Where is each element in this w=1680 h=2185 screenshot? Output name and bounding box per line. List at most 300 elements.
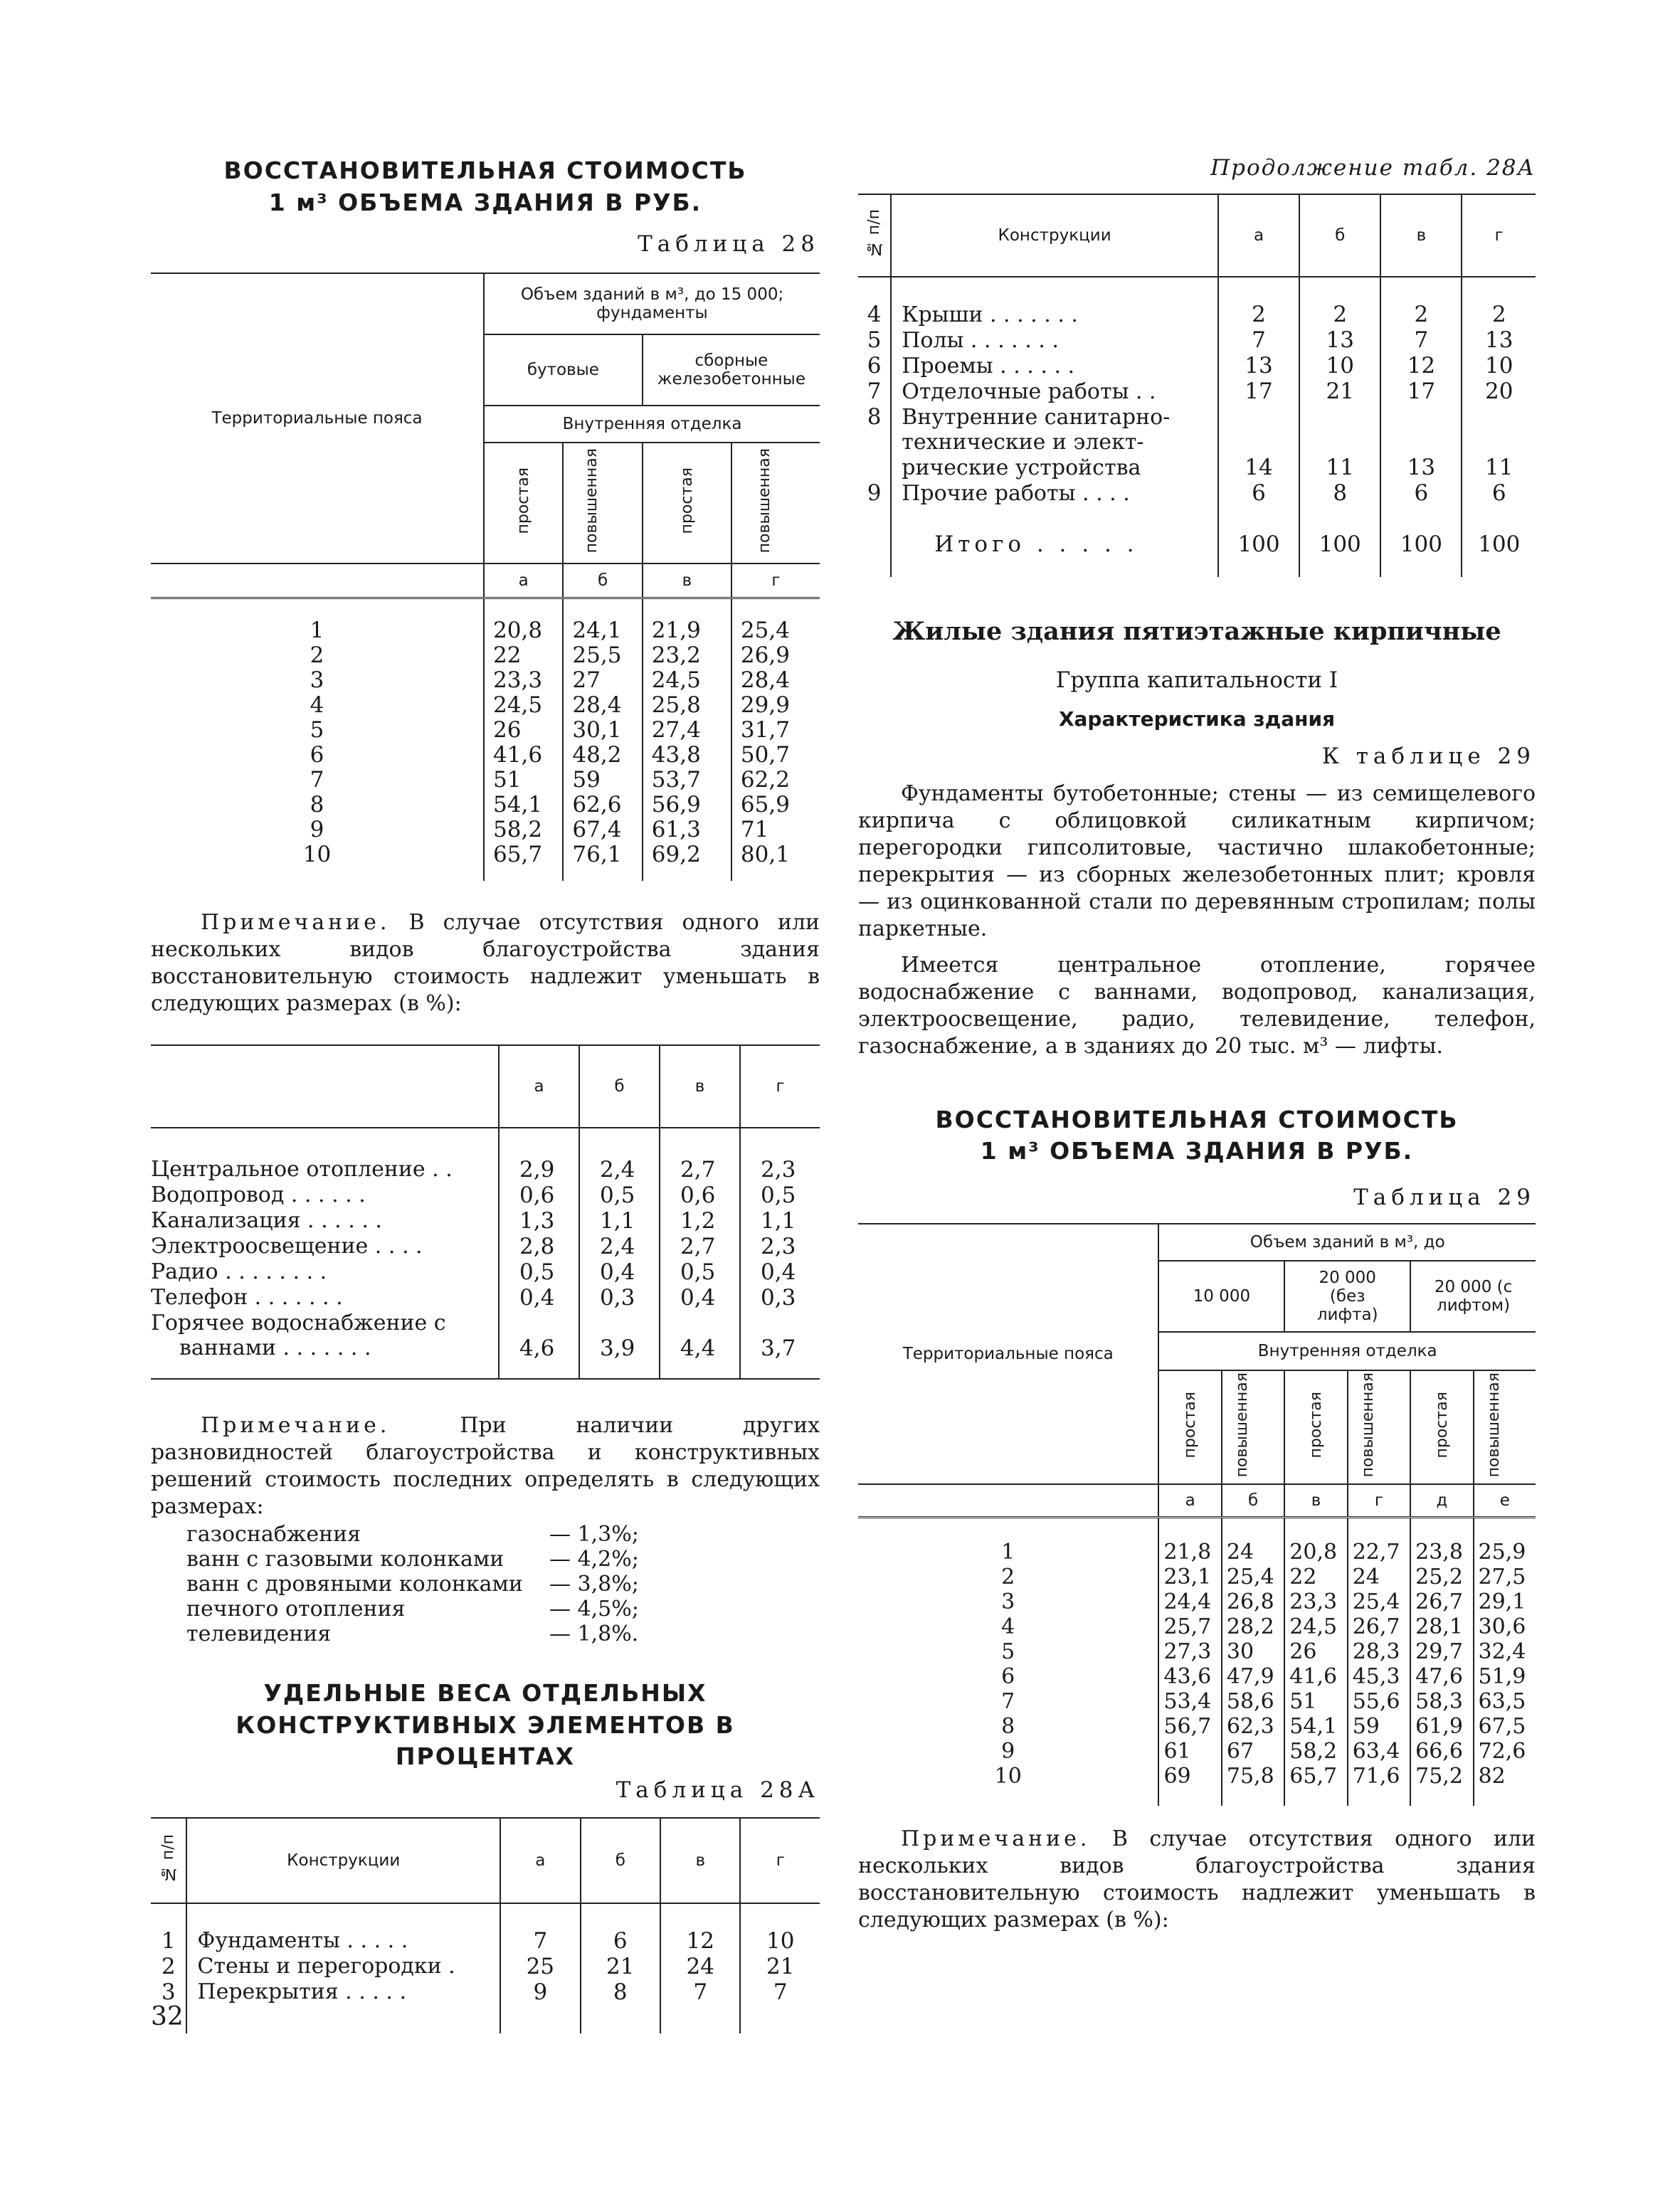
t28-zone-col-cell: 2 — [310, 642, 324, 668]
reduction-cell-v: 1,2 — [660, 1208, 740, 1234]
red-letter-b: б — [579, 1045, 660, 1128]
t28-col_a-cell: 26 — [493, 716, 522, 743]
t28-col_a-cell: 24,5 — [493, 692, 543, 718]
t28a-cell-b: 2 — [1299, 277, 1380, 327]
reduction-cell-a: 2,8 — [499, 1234, 579, 1259]
reduction-cell-v — [660, 1311, 740, 1335]
t28-col_b-cell: 62,6 — [572, 791, 622, 818]
t28a-row-name: Внутренние санитарно- — [891, 404, 1218, 430]
t29-col_g-cell: 24 — [1352, 1564, 1380, 1589]
t28-col_v-cell: 56,9 — [651, 791, 701, 818]
reduction-cell-v: 2,7 — [660, 1234, 740, 1259]
t28-body — [151, 598, 820, 881]
reduction-cell-g: 1,1 — [740, 1208, 820, 1234]
t28a-row-no: 4 — [867, 302, 882, 327]
t29-col_e-cell: 29,1 — [1478, 1589, 1526, 1614]
t29-g2: 20 000 (без лифта) — [1284, 1261, 1410, 1332]
note2-list — [151, 1522, 820, 1646]
t29-col_v-cell: 41,6 — [1289, 1663, 1338, 1689]
t28-zone-col-cell: 3 — [310, 667, 324, 693]
t28a-spacer — [1380, 506, 1462, 531]
note2-item-value: — 4,2%; — [549, 1547, 639, 1572]
t28a-cell-b: 8 — [1299, 480, 1380, 506]
t29-col_g-cell: 45,3 — [1352, 1663, 1400, 1689]
t28a-cell-a: 14 — [1218, 455, 1299, 480]
note3-text: В случае отсутствия одного или нескольких видов благоустройства здания восстановительную стоимость надлежит уменьшать в следующих размерах (в %): — [858, 1826, 1536, 1932]
t28a-cell-g: 6 — [1462, 480, 1536, 506]
t28-col_b-cell: 28,4 — [572, 692, 622, 718]
t28a-cell-b: 21 — [1299, 379, 1380, 404]
t28a-cell-v: 24 — [660, 1954, 740, 1979]
t28a-cell-b: 6 — [581, 1903, 660, 1954]
t28-col_a-cell: 54,1 — [493, 791, 543, 818]
t28a-cell-g: 10 — [1462, 353, 1536, 379]
t28a-cell-g: 20 — [1462, 379, 1536, 404]
reduction-cell-b: 0,3 — [579, 1285, 660, 1311]
t28a-r-letter-g: г — [1462, 194, 1536, 277]
reduction-row — [151, 1208, 820, 1234]
reduction-cell-b: 0,5 — [579, 1183, 660, 1208]
t28a-cell-g: 13 — [1462, 327, 1536, 353]
note2-item-value: — 4,5%; — [549, 1597, 639, 1622]
t28a-cell-g — [1462, 430, 1536, 455]
t28a-cell-b: 21 — [581, 1954, 660, 1979]
t28a-spacer — [740, 2005, 820, 2033]
t28-zone-col-cell: 10 — [302, 841, 332, 867]
reduction-cell-a: 0,4 — [499, 1285, 579, 1311]
t28a-letter-g: г — [740, 1818, 820, 1903]
building-p1: Фундаменты бутобетонные; стены — из семищелевого кирпича с облицовкой силикатным кирпичом; перегородки гипсолитовые, частично шлакобетонные; перекрытия — из сборных железобетонных плит; кровля — из оцинкованной стали по деревянным стропилам; полы паркетные. — [858, 781, 1536, 942]
t29-col_a-cell: 56,7 — [1163, 1713, 1212, 1739]
reduction-row-name: Радио . . . . . . . . — [151, 1259, 327, 1285]
t29-col_e-cell: 27,5 — [1478, 1564, 1526, 1589]
t29-zone-col-cell: 7 — [1001, 1688, 1015, 1714]
t29-col_e-cell: 32,4 — [1478, 1639, 1526, 1664]
reduction-table — [151, 1044, 820, 1380]
t29-col_e-cell: 25,9 — [1478, 1539, 1526, 1565]
t29-col_v-cell: 26 — [1289, 1639, 1317, 1664]
t29-zone-col-cell: 3 — [1001, 1589, 1015, 1614]
t29-col_e — [1474, 1517, 1536, 1806]
t28-col_a-cell: 23,3 — [493, 667, 543, 693]
t29-zone-col-cell: 6 — [1001, 1663, 1015, 1689]
t28a-heading-line1: УДЕЛЬНЫЕ ВЕСА ОТДЕЛЬНЫХ — [263, 1679, 707, 1708]
t29-col_g-cell: 71,6 — [1352, 1763, 1400, 1789]
t28a-cell-a: 25 — [500, 1954, 580, 1979]
note2-text: При наличии других разновидностей благоустройства и конструктивных решений стоимость последних определять в следующих размерах: — [151, 1412, 820, 1520]
note2-item-name: ванн с газовыми колонками — [186, 1547, 504, 1572]
t28a-cell-b: 10 — [1299, 353, 1380, 379]
reduction-row-name: ваннами . . . . . . . — [151, 1335, 499, 1379]
t28-col_a-cell: 41,6 — [493, 741, 543, 768]
t28-col_g-cell: 25,4 — [740, 617, 790, 643]
t28a-cell-a — [1218, 430, 1299, 455]
t29-col_v-cell: 58,2 — [1289, 1738, 1338, 1764]
note2 — [151, 1412, 820, 1520]
t28a-cell-a: 7 — [500, 1903, 580, 1954]
t28a-cell-v — [1380, 430, 1462, 455]
t28a-cell-v — [1380, 404, 1462, 430]
t28a-row-no: 8 — [867, 404, 882, 430]
reduction-row-name: Горячее водоснабжение с — [151, 1310, 446, 1335]
t29-col_a-cell: 23,1 — [1163, 1564, 1212, 1589]
reduction-cell-a: 0,5 — [499, 1259, 579, 1285]
t28a-row — [858, 404, 1536, 430]
t29-col_d-cell: 75,2 — [1415, 1763, 1463, 1789]
t28a-spacer — [1218, 506, 1299, 531]
t28a-cell-g: 21 — [740, 1954, 820, 1979]
note1-label: Примечание. — [201, 909, 391, 935]
t28a-cell-a: 2 — [1218, 277, 1299, 327]
t28a-cell-b — [1299, 430, 1380, 455]
t29-col_b-cell: 58,6 — [1226, 1688, 1274, 1714]
t28-col_g-cell: 28,4 — [740, 667, 790, 693]
note1-text: В случае отсутствия одного или нескольких видов благоустройства здания восстановительную стоимость надлежит уменьшать в следующих размерах (в %): — [151, 909, 820, 1016]
t28-letter-g: г — [731, 564, 820, 598]
t28a-cell-g: 7 — [740, 1979, 820, 2005]
t28-col_a-cell: 58,2 — [493, 816, 543, 842]
t28a-row-name: рические устройства — [891, 455, 1218, 480]
t28-sub-b: повышенная — [583, 448, 601, 554]
t28-col_v-cell: 69,2 — [651, 841, 701, 867]
left-column — [151, 155, 820, 2033]
t28-col_v-cell: 43,8 — [651, 741, 701, 768]
note2-item — [151, 1621, 820, 1646]
t28a-cell-b: 13 — [1299, 327, 1380, 353]
t28-letter-a: а — [484, 564, 563, 598]
t29-col_g-cell: 25,4 — [1352, 1589, 1400, 1614]
t28a-row — [858, 480, 1536, 506]
t28-col_b-cell: 27 — [572, 667, 601, 693]
t28-label: Таблица 28 — [638, 231, 820, 258]
reduction-cell-v: 2,7 — [660, 1128, 740, 1183]
t28a-heading — [151, 1678, 820, 1773]
building-p2: Имеется центральное отопление, горячее водоснабжение с ваннами, водопровод, канализация, электроосвещение, радио, телевидение, телефон, газоснабжение, а в зданиях до 20 тыс. м³ — лифты. — [858, 952, 1536, 1059]
t28a-spacer — [1462, 506, 1536, 531]
t28-col_g-cell: 80,1 — [740, 841, 790, 867]
t29-g3: 20 000 (с лифтом) — [1410, 1261, 1536, 1332]
t28a-r-letter-b: б — [1299, 194, 1380, 277]
t29-finish-header: Внутренняя отделка — [1158, 1332, 1536, 1370]
t28a-row-no: 9 — [867, 480, 882, 506]
t28-group-precast: сборные железобетонные — [643, 334, 820, 406]
t29-heading — [858, 1104, 1536, 1168]
t29-col_d-cell: 26,7 — [1415, 1589, 1463, 1614]
t29-col_d-cell: 23,8 — [1415, 1539, 1463, 1565]
t28a-row-no: 5 — [867, 327, 882, 353]
t29-col_e-cell: 67,5 — [1478, 1713, 1526, 1739]
note1 — [151, 909, 820, 1017]
t28-col_v — [643, 598, 731, 881]
t29-col_e-cell: 30,6 — [1478, 1614, 1526, 1639]
t28a-right-body — [858, 277, 1536, 577]
t28a-row-name: Проемы . . . . . . — [891, 353, 1218, 379]
reduction-cell-a: 2,9 — [499, 1128, 579, 1183]
t28a-letter-b: б — [581, 1818, 660, 1903]
note2-item — [151, 1572, 820, 1597]
t28a-row-name: Отделочные работы . . — [891, 379, 1218, 404]
t28-finish-header: Внутренняя отделка — [484, 406, 820, 443]
t29-col_g — [1348, 1517, 1410, 1806]
t28-col_v-cell: 23,2 — [651, 642, 701, 668]
reduction-cell-v: 0,6 — [660, 1183, 740, 1208]
t28-col_v-cell: 53,7 — [651, 766, 701, 793]
t28a-continuation: Продолжение табл. 28А — [1210, 155, 1536, 181]
t29-col_d-cell: 28,1 — [1415, 1614, 1463, 1639]
red-letter-g: г — [740, 1045, 820, 1128]
table-28 — [151, 273, 820, 881]
reduction-cell-g: 3,7 — [740, 1335, 820, 1379]
t28a-left-body — [151, 1903, 820, 2033]
t28-heading-line1: ВОССТАНОВИТЕЛЬНАЯ СТОИМОСТЬ — [223, 157, 747, 184]
t28a-row-name: Фундаменты . . . . . — [186, 1903, 500, 1954]
t29-letter: б — [1222, 1484, 1284, 1517]
t29-sub-g: повышенная — [1358, 1372, 1377, 1478]
t29-col_g-cell: 22,7 — [1352, 1539, 1400, 1565]
note2-item-value: — 1,3%; — [549, 1522, 639, 1548]
reduction-row-name: Канализация . . . . . . — [151, 1208, 382, 1234]
t28a-cell-a — [1218, 404, 1299, 430]
t28a-letter-v: в — [660, 1818, 740, 1903]
t28a-cell-v: 13 — [1380, 455, 1462, 480]
t28a-r-letter-a: а — [1218, 194, 1299, 277]
table-28a-left — [151, 1817, 820, 2033]
t28-col_g-cell: 29,9 — [740, 692, 790, 718]
t28-col_a-cell: 51 — [493, 766, 522, 793]
t29-zone-col — [858, 1517, 1158, 1806]
t28a-row — [858, 379, 1536, 404]
t29-zone-col-cell: 8 — [1001, 1713, 1015, 1739]
t28a-row-name: Прочие работы . . . . — [891, 480, 1218, 506]
t29-col_a-cell: 27,3 — [1163, 1639, 1212, 1664]
t28a-row-name: технические и элект- — [891, 430, 1218, 455]
reduction-cell-b: 3,9 — [579, 1335, 660, 1379]
t28a-row-no — [858, 430, 891, 455]
t29-col_v-cell: 51 — [1289, 1688, 1317, 1714]
t28a-row-no — [858, 455, 891, 480]
t28a-spacer — [186, 2005, 500, 2033]
t28-col_v-cell: 25,8 — [651, 692, 701, 718]
t28a-spacer — [858, 506, 891, 531]
t29-col_v-cell: 65,7 — [1289, 1763, 1338, 1789]
t28a-r-no-header: № п/п — [865, 208, 884, 258]
t29-col_a-cell: 25,7 — [1163, 1614, 1212, 1639]
t28-group-rubble: бутовые — [484, 334, 643, 406]
t28-heading-line2: 1 м³ ОБЪЕМА ЗДАНИЯ В РУБ. — [268, 188, 702, 216]
t28a-cell-v: 12 — [660, 1903, 740, 1954]
t28a-row-name: Крыши . . . . . . . — [891, 277, 1218, 327]
reduction-cell-g — [740, 1311, 820, 1335]
reduction-cell-g: 0,3 — [740, 1285, 820, 1311]
t29-letter: д — [1410, 1484, 1473, 1517]
note2-item-name: печного отопления — [186, 1597, 406, 1622]
t29-col_d — [1410, 1517, 1473, 1806]
t29-col_a — [1158, 1517, 1221, 1806]
t28a-row-no: 7 — [867, 379, 882, 404]
reduction-row-name: Центральное отопление . . — [151, 1157, 453, 1183]
note2-item-value: — 1,8%. — [549, 1621, 639, 1647]
t28a-row — [151, 1903, 820, 1954]
t29-col_b-cell: 47,9 — [1226, 1663, 1274, 1689]
reduction-row-name: Телефон . . . . . . . — [151, 1285, 343, 1311]
t28-col_b — [563, 598, 642, 881]
t28a-cell-b: 11 — [1299, 455, 1380, 480]
t28-col_g — [731, 598, 820, 881]
t29-col_v-cell: 22 — [1289, 1564, 1317, 1589]
reduction-cell-b: 2,4 — [579, 1234, 660, 1259]
right-column — [858, 155, 1536, 1934]
t29-sub-e: повышенная — [1484, 1372, 1503, 1478]
note3 — [858, 1826, 1536, 1934]
t29-letter: г — [1348, 1484, 1410, 1517]
reduction-row-name: Водопровод . . . . . . — [151, 1183, 366, 1208]
t28a-cell-v: 7 — [1380, 327, 1462, 353]
t29-col_a-cell: 24,4 — [1163, 1589, 1212, 1614]
red-letter-a: а — [499, 1045, 579, 1128]
note2-label: Примечание. — [201, 1412, 391, 1438]
t29-col_b-cell: 25,4 — [1226, 1564, 1274, 1589]
reduction-cell-a: 1,3 — [499, 1208, 579, 1234]
t28a-spacer — [1299, 506, 1380, 531]
t28-zone-col-cell: 7 — [310, 766, 324, 793]
reduction-cell-b: 2,4 — [579, 1128, 660, 1183]
t28-heading — [151, 155, 820, 218]
note2-item-value: — 3,8%; — [549, 1572, 639, 1597]
t28a-cell-b: 8 — [581, 1979, 660, 2005]
t29-col_b-cell: 75,8 — [1226, 1763, 1274, 1789]
t28-col_v-cell: 61,3 — [651, 816, 701, 842]
t29-col_v-cell: 23,3 — [1289, 1589, 1338, 1614]
t29-col_d-cell: 25,2 — [1415, 1564, 1463, 1589]
t28-col_v-cell: 24,5 — [651, 667, 701, 693]
t29-zone-col-cell: 2 — [1001, 1564, 1015, 1589]
t29-volume-header: Объем зданий в м³, до — [1158, 1224, 1536, 1261]
t28-col_b-cell: 48,2 — [572, 741, 622, 768]
t28a-letter-a: а — [500, 1818, 580, 1903]
t29-col_g-cell: 26,7 — [1352, 1614, 1400, 1639]
t29-col_v-cell: 54,1 — [1289, 1713, 1338, 1739]
t28-sub-a: простая — [514, 467, 533, 534]
t28-zone-col-cell: 1 — [310, 617, 324, 643]
t29-col_v — [1284, 1517, 1347, 1806]
t28a-spacer — [500, 2005, 580, 2033]
note3-label: Примечание. — [901, 1826, 1091, 1851]
t29-zone-col-cell: 5 — [1001, 1639, 1015, 1664]
reduction-row — [151, 1128, 820, 1183]
t29-letter-spacer — [858, 1484, 1158, 1517]
t28a-spacer — [581, 2005, 660, 2033]
t29-col_b-cell: 24 — [1226, 1539, 1254, 1565]
t28a-cell-b — [1299, 404, 1380, 430]
note2-item — [151, 1522, 820, 1547]
reduction-row — [151, 1335, 820, 1379]
note2-item — [151, 1597, 820, 1621]
t28a-row-no: 1 — [161, 1927, 176, 1954]
t29-col_b-cell: 30 — [1226, 1639, 1254, 1664]
reduction-cell-g: 0,4 — [740, 1259, 820, 1285]
t28a-row — [151, 1979, 820, 2005]
t28a-r-name-header: Конструкции — [891, 194, 1218, 277]
t29-col_b-cell: 62,3 — [1226, 1713, 1274, 1739]
t28-zone-col-cell: 4 — [310, 692, 324, 718]
note2-item — [151, 1547, 820, 1572]
t28a-cell-g — [1462, 404, 1536, 430]
reduction-cell-b: 0,4 — [579, 1259, 660, 1285]
t29-letter: в — [1284, 1484, 1347, 1517]
t28a-row-name: Полы . . . . . . . — [891, 327, 1218, 353]
t28-zone-col-cell: 9 — [310, 816, 324, 842]
reduction-row — [151, 1259, 820, 1285]
t29-letters — [858, 1484, 1536, 1517]
reduction-body — [151, 1128, 820, 1379]
building-title: Жилые здания пятиэтажные кирпичные — [892, 617, 1501, 646]
t28a-total-cell: 100 — [1218, 531, 1299, 577]
table-28a-right — [858, 194, 1536, 577]
t29-col_b-cell: 67 — [1226, 1738, 1254, 1764]
t28-col_b-cell: 67,4 — [572, 816, 622, 842]
reduction-cell-v: 0,5 — [660, 1259, 740, 1285]
t28a-cell-g: 2 — [1462, 277, 1536, 327]
t28a-cell-a: 9 — [500, 1979, 580, 2005]
t28a-cell-a: 13 — [1218, 353, 1299, 379]
t29-col_e-cell: 72,6 — [1478, 1738, 1526, 1764]
building-char: Характеристика здания — [1058, 707, 1336, 731]
t29-col_a-cell: 43,6 — [1163, 1663, 1212, 1689]
t29-zone-col-cell: 9 — [1001, 1738, 1015, 1764]
t28a-cell-a: 6 — [1218, 480, 1299, 506]
t29-col_a-cell: 61 — [1163, 1738, 1191, 1764]
t28a-row — [858, 353, 1536, 379]
reduction-cell-g: 2,3 — [740, 1234, 820, 1259]
t29-sub-b: повышенная — [1233, 1372, 1252, 1478]
t28-col_a — [484, 598, 563, 881]
t28a-total-label: Итого . . . . . — [891, 531, 1218, 577]
reduction-row — [151, 1183, 820, 1208]
t29-sub-v: простая — [1306, 1392, 1325, 1459]
t28a-row — [858, 455, 1536, 480]
t28-letter-b: б — [563, 564, 642, 598]
to-table-29: К таблице 29 — [1321, 744, 1536, 769]
t28a-row-no: 6 — [867, 353, 882, 379]
t29-col_a-cell: 69 — [1163, 1763, 1191, 1789]
t29-col_g-cell: 59 — [1352, 1713, 1380, 1739]
t28-zone-col-cell: 6 — [310, 741, 324, 768]
note2-item-name: телевидения — [186, 1621, 332, 1647]
t28a-cell-g: 10 — [740, 1903, 820, 1954]
t28a-total-cell: 100 — [1380, 531, 1462, 577]
t29-letter: а — [1158, 1484, 1221, 1517]
t29-col_b — [1222, 1517, 1284, 1806]
t28-col_v-cell: 27,4 — [651, 716, 701, 743]
t28a-cell-v: 12 — [1380, 353, 1462, 379]
t28a-total-cell: 100 — [1462, 531, 1536, 577]
t28-zone-col — [151, 598, 484, 881]
t29-col_a-cell: 53,4 — [1163, 1688, 1212, 1714]
reduction-cell-b — [579, 1311, 660, 1335]
t28a-row — [858, 327, 1536, 353]
t28a-cell-v: 7 — [660, 1979, 740, 2005]
t29-zone-col-cell: 4 — [1001, 1614, 1015, 1639]
red-letter-v: в — [660, 1045, 740, 1128]
t28-col_g-cell: 26,9 — [740, 642, 790, 668]
t28-col_g-cell: 62,2 — [740, 766, 790, 793]
t29-col_g-cell: 28,3 — [1352, 1639, 1400, 1664]
t29-col_d-cell: 66,6 — [1415, 1738, 1463, 1764]
t28-col_b-cell: 76,1 — [572, 841, 622, 867]
t28a-r-letter-v: в — [1380, 194, 1462, 277]
t28a-row-name: Стены и перегородки . — [186, 1954, 500, 1979]
t28a-row-no: 3 — [161, 1979, 176, 2005]
